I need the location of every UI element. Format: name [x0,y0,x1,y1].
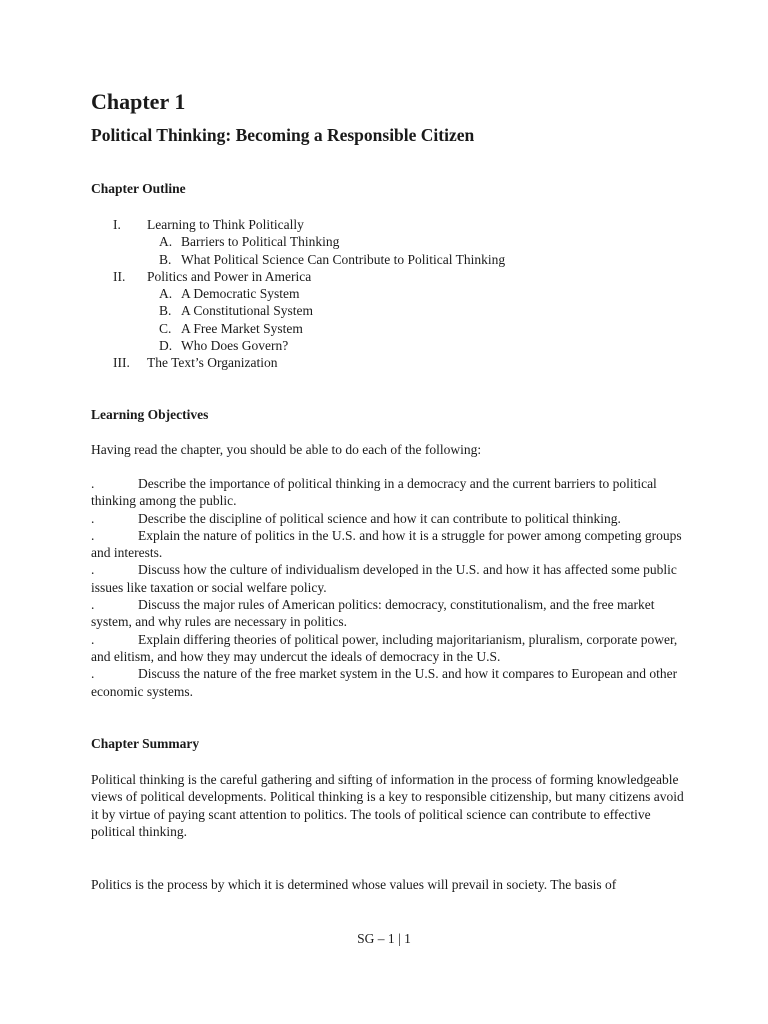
outline-item [91,268,691,285]
outline-letter: B. [159,303,172,319]
objective-bullet: . [91,597,95,613]
outline-subitem-text: A Free Market System [181,320,303,336]
objective-item [91,510,691,527]
page-footer: SG – 1 | 1 [357,931,411,946]
outline-letter: A. [159,234,173,250]
outline-subitem-text: What Political Science Can Contribute to Political Thinking [181,251,506,267]
outline-letter: B. [159,251,172,267]
objective-bullet: . [91,666,95,682]
summary-paragraph: Politics is the process by which it is determined whose values will prevail in society. The basis of [91,877,617,892]
outline-item-text: Learning to Think Politically [147,217,304,232]
objective-item [91,665,691,700]
objective-text: Discuss the nature of the free market system in the U.S. and how it compares to European and other economic systems. [91,666,678,699]
outline-subitem [91,302,691,319]
objectives-list [91,475,691,700]
outline-subitem [91,233,691,250]
chapter-outline [91,216,691,372]
outline-subitem-text: A Constitutional System [181,303,314,319]
objective-item [91,475,691,510]
outline-numeral: III. [113,355,130,371]
objective-text: Explain differing theories of political power, including majoritarianism, pluralism, corporate power, and elitism, and how they may undercut the ideals of democracy in the U.S. [91,631,678,664]
objective-text: Discuss the major rules of American politics: democracy, constitutionalism, and the free market system, and why rules are necessary in politics. [91,597,655,630]
outline-item-text: The Text’s Organization [147,355,278,371]
outline-subitem [91,320,691,337]
chapter-title: Political Thinking: Becoming a Responsible Citizen [91,125,475,145]
objective-bullet: . [91,510,95,526]
outline-numeral: I. [113,217,121,232]
outline-subitem [91,251,691,268]
objectives-heading: Learning Objectives [91,407,209,422]
objective-item [91,631,691,666]
objective-bullet: . [91,476,95,491]
chapter-number: Chapter 1 [91,89,186,114]
objective-item [91,596,691,631]
objective-bullet: . [91,562,95,578]
objectives-intro: Having read the chapter, you should be able to do each of the following: [91,442,482,457]
outline-subitem [91,285,691,302]
outline-letter: D. [159,338,173,354]
outline-heading: Chapter Outline [91,181,186,196]
outline-item [91,216,691,233]
outline-item-text: Politics and Power in America [147,268,312,284]
outline-subitem-text: Barriers to Political Thinking [181,234,340,250]
objective-item [91,527,691,562]
outline-subitem [91,337,691,354]
outline-subitem-text: Who Does Govern? [181,338,289,354]
outline-letter: C. [159,320,172,336]
summary-heading: Chapter Summary [91,736,200,751]
objective-text: Explain the nature of politics in the U.S. and how it is a struggle for power among competing groups and interests. [91,527,682,561]
outline-subitem-text: A Democratic System [181,286,300,302]
objective-text: Describe the importance of political thinking in a democracy and the current barriers to political thinking among the public. [91,476,657,509]
objective-text: Describe the discipline of political science and how it can contribute to political thinking. [138,510,621,526]
outline-letter: A. [159,286,173,302]
outline-item [91,354,691,371]
outline-numeral: II. [113,268,126,284]
objective-item [91,561,691,596]
summary-paragraph: Political thinking is the careful gathering and sifting of information in the process of forming knowledgeable views of political developments. Political thinking is a key to responsible citizenship, but many citizens avoid it by virtue of paying scant attention to politics. The tools of political science can contribute to effective political thinking. [91,772,684,839]
objective-bullet: . [91,631,95,647]
objective-text: Discuss how the culture of individualism developed in the U.S. and how it has affected some public issues like taxation or social welfare policy. [91,562,677,595]
objective-bullet: . [91,527,95,543]
